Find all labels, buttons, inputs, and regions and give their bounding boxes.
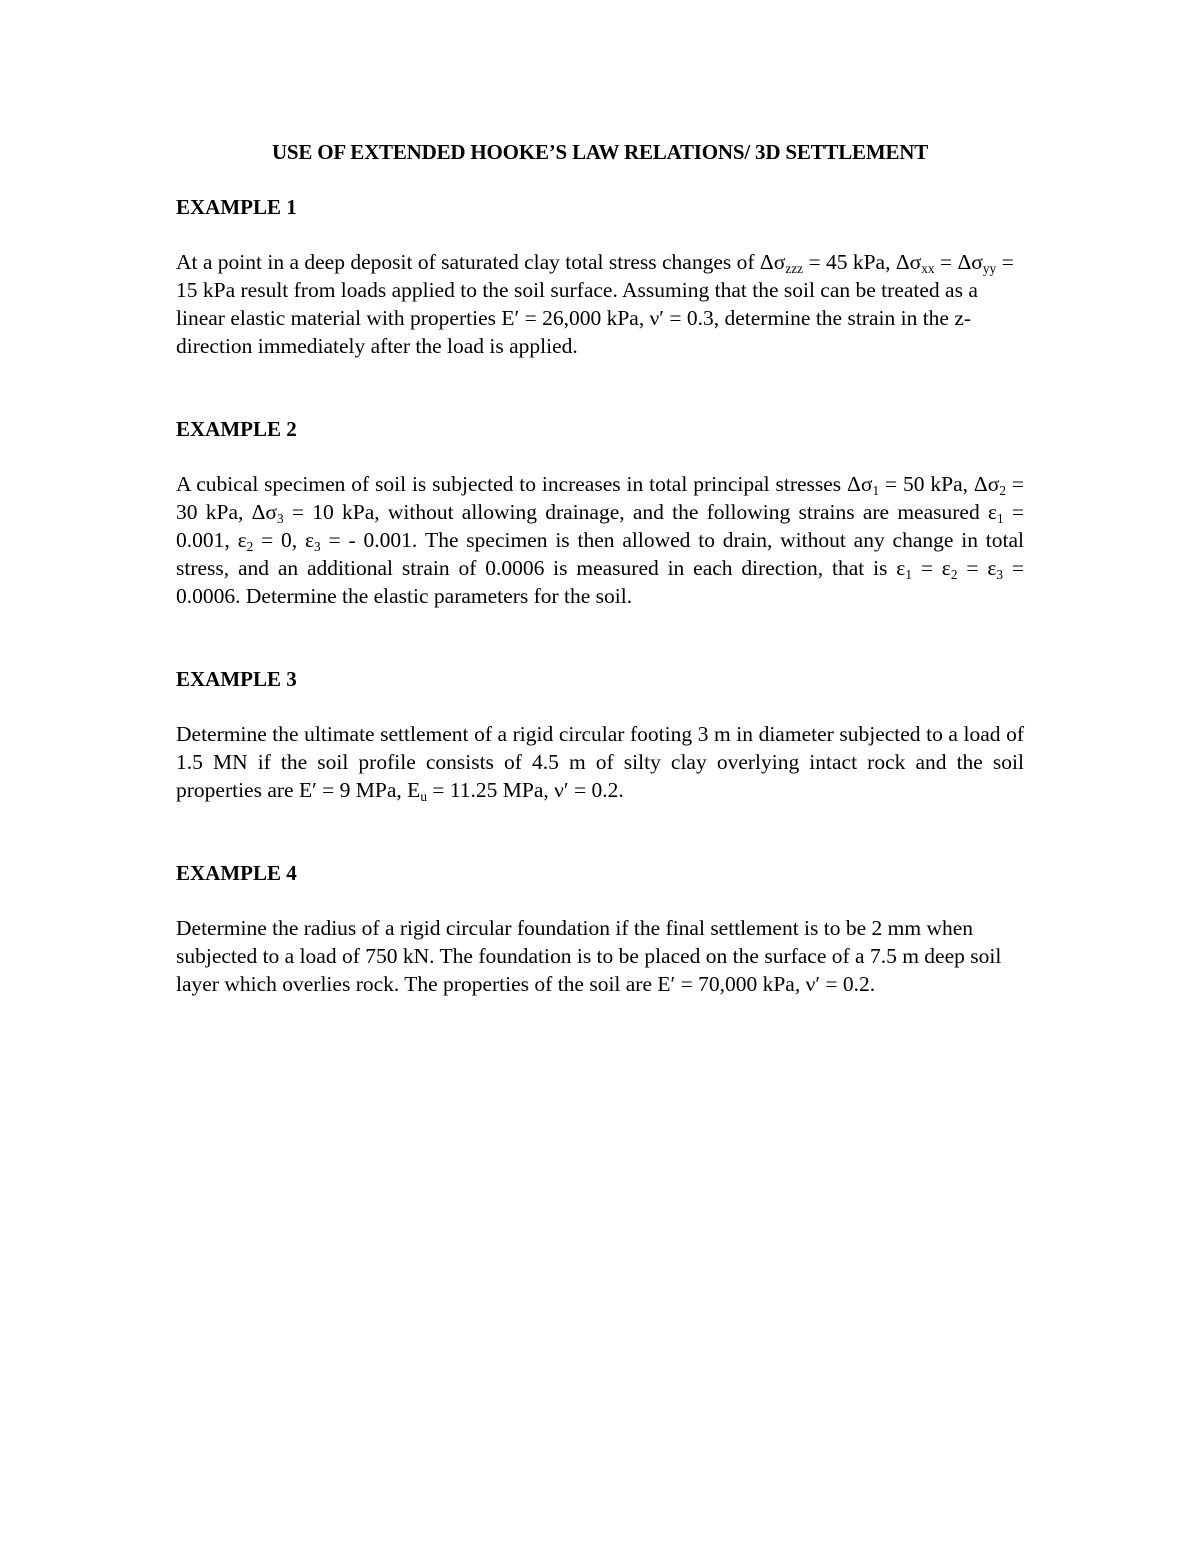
example-heading: EXAMPLE 2: [176, 417, 297, 441]
document-title: USE OF EXTENDED HOOKE’S LAW RELATIONS/ 3D SETTLEMENT: [271, 140, 929, 164]
example-heading: EXAMPLE 1: [176, 195, 297, 219]
example-heading: EXAMPLE 4: [176, 861, 297, 885]
example-body: At a point in a deep deposit of saturated clay total stress changes of $\Delta\sigma_{zzz} = 45$ kPa, $\Delta\sigma_{xx} = \Delta\sigma_{yy} = 15$ kPa result from loads applied to the soil surface. Assuming that the soil can be treated as a linear elastic material with properties E′ = 26,000 kPa, ν′ = 0.3, determine the strain in the z-direction immediately after the load is applied.: [176, 250, 1014, 358]
document-page: [176, 138, 1024, 1053]
example-body: A cubical specimen of soil is subjected to increases in total principal stresses $\Delta\sigma_1 = 50$ kPa, $\Delta\sigma_2 = 30$ kPa, $\Delta\sigma_3 = 10$ kPa, without allowing drainage, and the following strains are measured $\varepsilon_1 = 0.001$, $\varepsilon_2 = 0$, $\varepsilon_3$ = - 0.001. The specimen is then allowed to drain, without any change in total stress, and an additional strain of 0.0006 is measured in each direction, that is $\varepsilon_1 = \varepsilon_2 = \varepsilon_3 = 0.0006$. Determine the elastic parameters for the soil.: [176, 472, 1024, 608]
example-section-4: [176, 859, 1024, 998]
example-body: Determine the ultimate settlement of a rigid circular footing 3 m in diameter subjected to a load of 1.5 MN if the soil profile consists of 4.5 m of silty clay overlying intact rock and the soil properties are E′ = 9 MPa, $E_u = 11.25$ MPa, ν′ = 0.2.: [176, 722, 1024, 804]
example-body: Determine the radius of a rigid circular foundation if the final settlement is to be 2 mm when subjected to a load of 750 kN. The foundation is to be placed on the surface of a 7.5 m deep soil layer which overlies rock. The properties of the soil are E′ = 70,000 kPa, ν′ = 0.2.: [176, 916, 1002, 996]
example-section-2: [176, 415, 1024, 610]
example-section-1: [176, 193, 1024, 360]
example-heading: EXAMPLE 3: [176, 667, 297, 691]
example-section-3: [176, 665, 1024, 804]
